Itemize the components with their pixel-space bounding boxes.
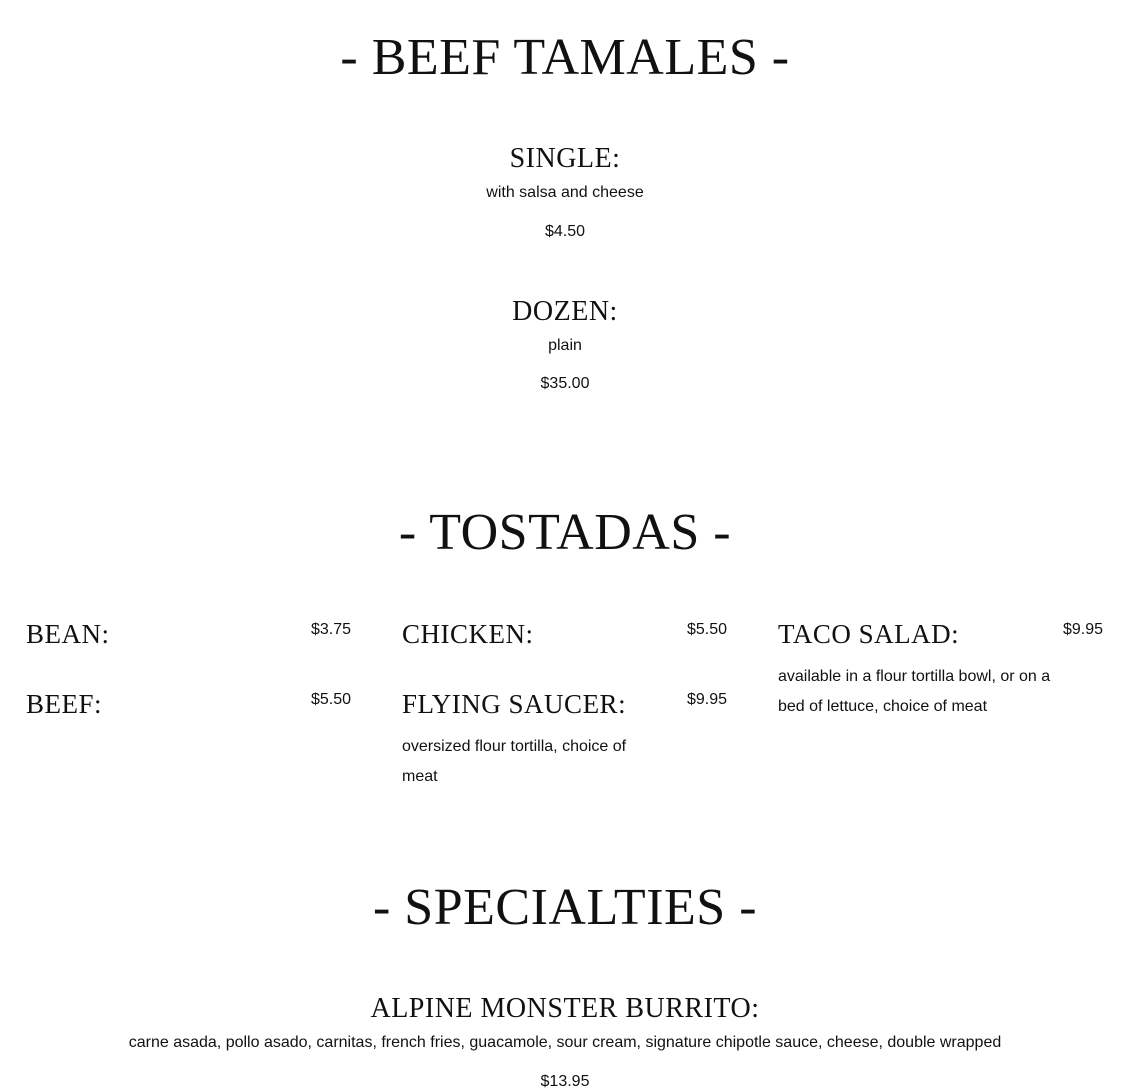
section-title-tostadas: - TOSTADAS -: [398, 504, 732, 561]
item-description: available in a flour tortilla bowl, or on a bed of lettuce, choice of meat: [778, 668, 1051, 715]
item-price: $13.95: [540, 1073, 590, 1090]
item-description: with salsa and cheese: [486, 184, 644, 201]
menu-item-chicken: [402, 618, 727, 650]
item-name: TACO SALAD:: [778, 619, 960, 649]
item-price: $5.50: [310, 691, 351, 708]
item-name: FLYING SAUCER:: [402, 689, 627, 719]
item-description: oversized flour tortilla, choice of meat: [402, 738, 627, 785]
item-name: BEEF:: [26, 689, 103, 719]
item-price: $9.95: [686, 691, 727, 708]
item-name: ALPINE MONSTER BURRITO:: [370, 993, 760, 1024]
item-price: $9.95: [1062, 621, 1103, 638]
menu-item-alpine-monster-burrito: [0, 993, 1130, 1092]
section-title-beef-tamales: - BEEF TAMALES -: [340, 29, 790, 86]
menu-item-dozen: [0, 296, 1130, 394]
item-description: plain: [548, 337, 582, 354]
menu-item-flying-saucer: [402, 688, 727, 792]
menu-item-beef: [26, 688, 351, 720]
item-price: $5.50: [686, 621, 727, 638]
item-name: DOZEN:: [512, 296, 618, 327]
item-name: SINGLE:: [509, 143, 621, 174]
menu-item-taco-salad: [778, 618, 1103, 722]
menu-item-bean: [26, 618, 351, 650]
item-name: CHICKEN:: [402, 619, 534, 649]
item-description: carne asada, pollo asado, carnitas, french fries, guacamole, sour cream, signature chipotle sauce, cheese, double wrapped: [128, 1034, 1002, 1051]
item-price: $35.00: [540, 375, 590, 392]
menu-item-single: [0, 143, 1130, 242]
item-price: $4.50: [544, 223, 586, 240]
item-name: BEAN:: [26, 619, 110, 649]
section-title-specialties: - SPECIALTIES -: [372, 879, 758, 936]
item-price: $3.75: [310, 621, 351, 638]
